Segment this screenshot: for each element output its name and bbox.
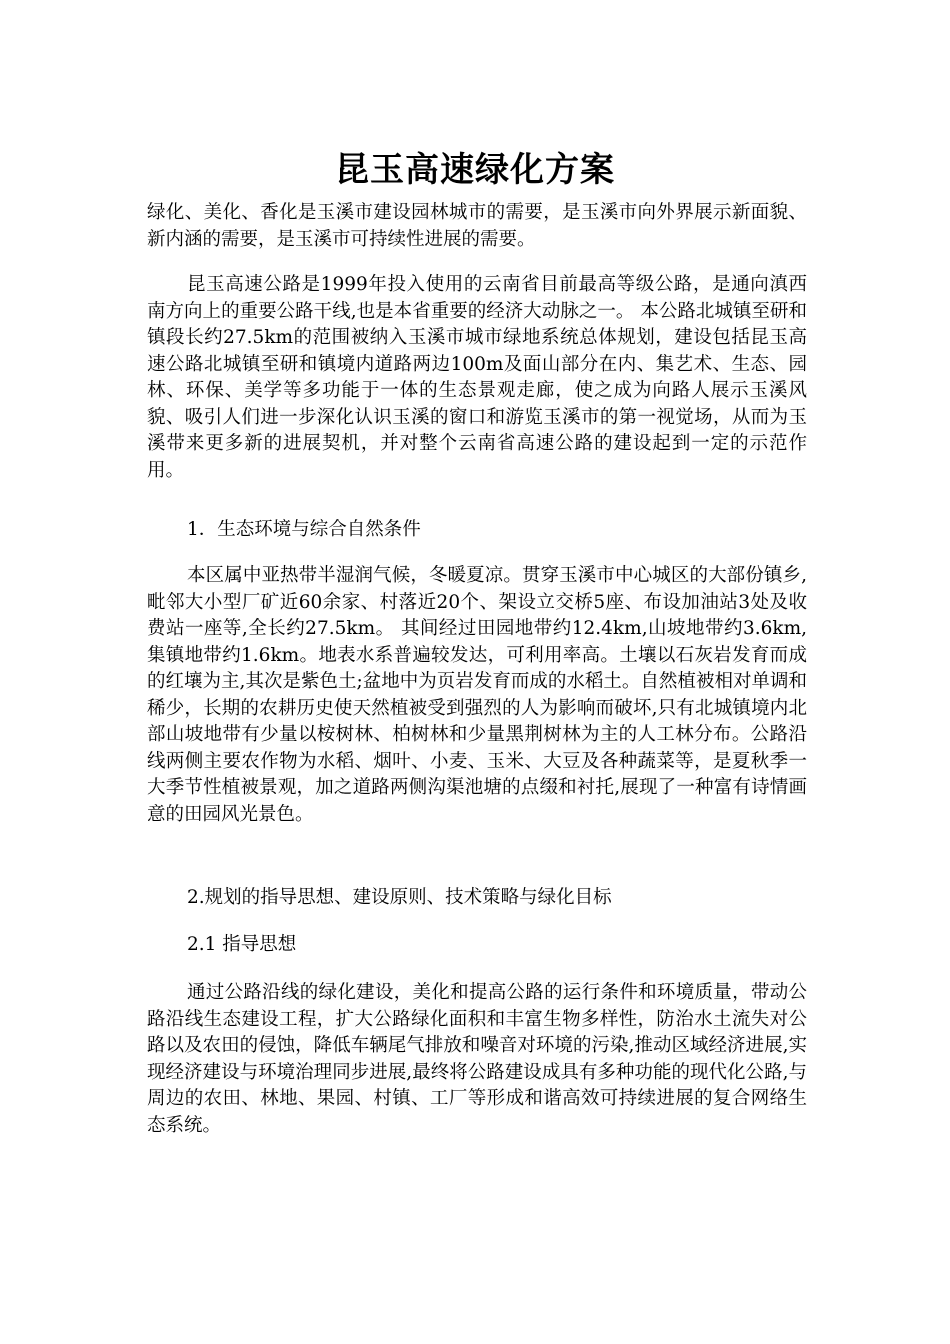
paragraph-guiding-ideas: 通过公路沿线的绿化建设，美化和提高公路的运行条件和环境质量，带动公路沿线生态建设工程，扩大公路绿化面积和丰富生物多样性，防治水土流失对公路以及农田的侵蚀，降低车辆尾气排放和噪音对环境的污染,推动区域经济进展,实现经济建设与环境治理同步进展,最终将公路建设成具有多种功能的现代化公路,与周边的农田、林地、果园、村镇、工厂等形成和谐高效可持续进展的复合网络生态系统。 [147,982,807,1136]
paragraph-intro: 绿化、美化、香化是玉溪市建设园林城市的需要，是玉溪市向外界展示新面貌、新内涵的需要，是玉溪市可持续性进展的需要。 [147,202,807,250]
section-heading-1: 1．生态环境与综合自然条件 [187,519,421,540]
page-title: 昆玉高速绿化方案 [335,149,615,190]
section-heading-2: 2.规划的指导思想、建设原则、技术策略与绿化目标 [187,887,612,908]
paragraph-road-overview: 昆玉高速公路是1999年投入使用的云南省目前最高等级公路，是通向滇西南方向上的重要公路干线,也是本省重要的经济大动脉之一。 本公路北城镇至研和镇段长约27.5km的范围被纳入玉溪市城市绿地系统总体规划，建设包括昆玉高速公路北城镇至研和镇境内道路两边100m及面山部分在内、集艺术、生态、园林、环保、美学等多功能于一体的生态景观走廊，使之成为向路人展示玉溪风貌、吸引人们进一步深化认识玉溪的窗口和游览玉溪市的第一视觉场，从而为玉溪带来更多新的进展契机，并对整个云南省高速公路的建设起到一定的示范作用。 [147,274,807,481]
paragraph-environment: 本区属中亚热带半湿润气候，冬暖夏凉。贯穿玉溪市中心城区的大部份镇乡,毗邻大小型厂矿近60余家、村落近20个、架设立交桥5座、布设加油站3处及收费站一座等,全长约27.5km。 其间经过田园地带约12.4km,山坡地带约3.6km,集镇地带约1.6km。地表水系普遍较发达，可利用率高。土壤以石灰岩发育而成的红壤为主,其次是紫色土;盆地中为页岩发育而成的水稻土。自然植被相对单调和稀少，长期的农耕历史使天然植被受到强烈的人为影响而破坏,只有北城镇境内北部山坡地带有少量以桉树林、柏树林和少量黑荆树林为主的人工林分布。公路沿线两侧主要农作物为水稻、烟叶、小麦、玉米、大豆及各种蔬菜等，是夏秋季一大季节性植被景观，加之道路两侧沟渠池塘的点缀和衬托,展现了一种富有诗情画意的田园风光景色。 [147,565,807,825]
section-heading-2-1: 2.1 指导思想 [187,934,297,955]
